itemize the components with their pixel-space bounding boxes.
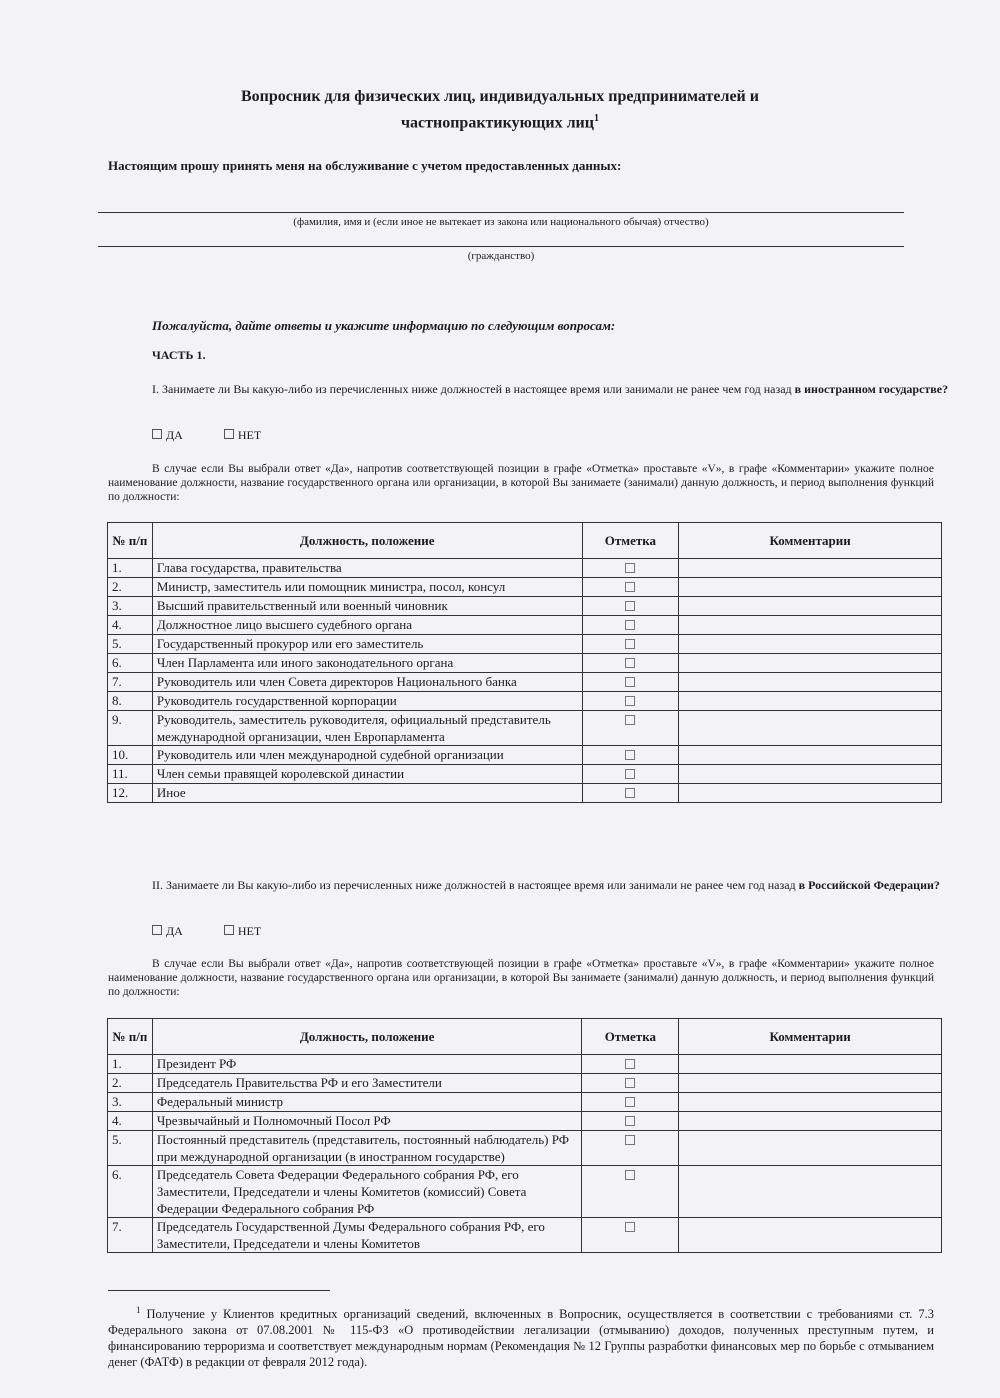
- mark-checkbox[interactable]: [625, 715, 635, 725]
- row-mark-cell[interactable]: [582, 616, 679, 635]
- col-header-position: Должность, положение: [152, 523, 582, 559]
- row-mark-cell[interactable]: [582, 559, 679, 578]
- row-comment-field[interactable]: [679, 1074, 942, 1093]
- table-row: [108, 692, 942, 711]
- row-position: Глава государства, правительства: [152, 559, 582, 578]
- row-mark-cell[interactable]: [582, 1166, 679, 1218]
- mark-checkbox[interactable]: [625, 1059, 635, 1069]
- row-position: Высший правительственный или военный чиновник: [152, 597, 582, 616]
- q2-yes-checkbox[interactable]: [152, 925, 162, 935]
- row-comment-field[interactable]: [679, 635, 942, 654]
- question-1-instruction: [108, 462, 934, 504]
- row-position: Федеральный министр: [152, 1093, 582, 1112]
- mark-checkbox[interactable]: [625, 1222, 635, 1232]
- row-number: 1.: [108, 559, 153, 578]
- row-number: 3.: [108, 597, 153, 616]
- row-position: Чрезвычайный и Полномочный Посол РФ: [152, 1112, 582, 1131]
- table-row: [108, 784, 942, 803]
- row-position: Председатель Государственной Думы Федерального собрания РФ, его Заместители, Председатели и члены Комитетов: [152, 1218, 582, 1253]
- name-field-caption: (фамилия, имя и (если иное не вытекает из закона или национального обычая) отчество): [293, 216, 709, 228]
- q1-no-option[interactable]: [224, 428, 261, 442]
- row-number: 9.: [108, 711, 153, 746]
- table-header-row: [108, 523, 942, 559]
- row-comment-field[interactable]: [679, 616, 942, 635]
- row-comment-field[interactable]: [679, 1131, 942, 1166]
- footnote: [108, 1302, 934, 1370]
- name-field-line[interactable]: [98, 212, 904, 213]
- row-comment-field[interactable]: [679, 1093, 942, 1112]
- citizenship-field-line[interactable]: [98, 246, 904, 247]
- row-comment-field[interactable]: [679, 711, 942, 746]
- table-row: [108, 578, 942, 597]
- col-header-mark: Отметка: [582, 523, 679, 559]
- col-header-number: № п/п: [108, 1019, 153, 1055]
- row-number: 6.: [108, 1166, 153, 1218]
- row-position: Член Парламента или иного законодательного органа: [152, 654, 582, 673]
- col-header-mark: Отметка: [582, 1019, 679, 1055]
- table-row: [108, 1112, 942, 1131]
- row-comment-field[interactable]: [679, 692, 942, 711]
- row-mark-cell[interactable]: [582, 597, 679, 616]
- russian-positions-table: [107, 1018, 942, 1253]
- q2-no-option[interactable]: [224, 924, 261, 938]
- question-1-answers: [152, 428, 299, 443]
- row-number: 2.: [108, 578, 153, 597]
- row-position: Министр, заместитель или помощник министра, посол, консул: [152, 578, 582, 597]
- row-position: Член семьи правящей королевской династии: [152, 765, 582, 784]
- row-comment-field[interactable]: [679, 559, 942, 578]
- q2-no-label: НЕТ: [237, 924, 262, 938]
- citizenship-field-caption: (гражданство): [467, 250, 535, 262]
- row-mark-cell[interactable]: [582, 654, 679, 673]
- mark-checkbox[interactable]: [625, 639, 635, 649]
- mark-checkbox[interactable]: [625, 1170, 635, 1180]
- row-mark-cell[interactable]: [582, 1093, 679, 1112]
- mark-checkbox[interactable]: [625, 677, 635, 687]
- question-2-answers: [152, 924, 299, 939]
- row-number: 8.: [108, 692, 153, 711]
- q1-yes-label: ДА: [166, 428, 183, 442]
- row-number: 4.: [108, 1112, 153, 1131]
- table-row: [108, 1093, 942, 1112]
- row-comment-field[interactable]: [679, 784, 942, 803]
- table-row: [108, 654, 942, 673]
- row-comment-field[interactable]: [679, 765, 942, 784]
- q1-no-label: НЕТ: [237, 428, 262, 442]
- row-comment-field[interactable]: [679, 1112, 942, 1131]
- row-mark-cell[interactable]: [582, 711, 679, 746]
- row-number: 7.: [108, 673, 153, 692]
- part-heading: ЧАСТЬ 1.: [152, 348, 206, 362]
- row-comment-field[interactable]: [679, 654, 942, 673]
- mark-checkbox[interactable]: [625, 582, 635, 592]
- mark-checkbox[interactable]: [625, 769, 635, 779]
- row-mark-cell[interactable]: [582, 765, 679, 784]
- row-mark-cell[interactable]: [582, 1112, 679, 1131]
- row-number: 11.: [108, 765, 153, 784]
- row-mark-cell[interactable]: [582, 1218, 679, 1253]
- row-number: 3.: [108, 1093, 153, 1112]
- col-header-number: № п/п: [108, 523, 153, 559]
- col-header-comments: Комментарии: [679, 523, 942, 559]
- row-comment-field[interactable]: [679, 597, 942, 616]
- row-position: Постоянный представитель (представитель, постоянный наблюдатель) РФ при международной организации (в иностранном государстве): [152, 1131, 582, 1166]
- row-position: Руководитель или член международной судебной организации: [152, 746, 582, 765]
- row-comment-field[interactable]: [679, 1166, 942, 1218]
- row-comment-field[interactable]: [679, 1055, 942, 1074]
- row-number: 4.: [108, 616, 153, 635]
- row-comment-field[interactable]: [679, 1218, 942, 1253]
- col-header-position: Должность, положение: [152, 1019, 582, 1055]
- mark-checkbox[interactable]: [625, 658, 635, 668]
- question-2-instruction: [108, 957, 934, 999]
- mark-checkbox[interactable]: [625, 1097, 635, 1107]
- row-number: 12.: [108, 784, 153, 803]
- row-mark-cell[interactable]: [582, 578, 679, 597]
- row-comment-field[interactable]: [679, 578, 942, 597]
- table-row: [108, 616, 942, 635]
- page-title: [140, 86, 860, 134]
- mark-checkbox[interactable]: [625, 1116, 635, 1126]
- foreign-positions-table: [107, 522, 942, 803]
- q2-no-checkbox[interactable]: [224, 925, 234, 935]
- mark-checkbox[interactable]: [625, 1078, 635, 1088]
- question-2: [108, 878, 978, 893]
- footnote-divider: [108, 1290, 330, 1291]
- table-header-row: [108, 1019, 942, 1055]
- question-1-bold: в иностранном государстве?: [794, 382, 949, 396]
- row-position: Руководитель, заместитель руководителя, официальный представитель международной организации, член Европарламента: [152, 711, 582, 746]
- mark-checkbox[interactable]: [625, 563, 635, 573]
- title-line-2: [140, 108, 860, 134]
- question-1: [108, 382, 978, 397]
- row-mark-cell[interactable]: [582, 635, 679, 654]
- q1-yes-checkbox[interactable]: [152, 429, 162, 439]
- row-position: Государственный прокурор или его заместитель: [152, 635, 582, 654]
- title-line-1: Вопросник для физических лиц, индивидуальных предпринимателей и: [241, 88, 759, 105]
- question-2-text: II. Занимаете ли Вы какую-либо из перечисленных ниже должностей в настоящее время или занимали не ранее чем год назад: [152, 878, 796, 892]
- row-mark-cell[interactable]: [582, 1074, 679, 1093]
- q1-instruction-text: В случае если Вы выбрали ответ «Да», напротив соответствующей позиции в графе «Отметка» проставьте «V», в графе «Комментарии» укажите полное наименование должности, название государственного органа или организации, в которой Вы занимаете (занимали) данную должность, и период выполнения функций по должности:: [108, 463, 934, 503]
- table-row: [108, 1218, 942, 1253]
- mark-checkbox[interactable]: [625, 788, 635, 798]
- instructions-heading: Пожалуйста, дайте ответы и укажите информацию по следующим вопросам:: [152, 318, 616, 333]
- intro-text: Настоящим прошу принять меня на обслуживание с учетом предоставленных данных:: [108, 158, 622, 173]
- table-row: [108, 1131, 942, 1166]
- mark-checkbox[interactable]: [625, 696, 635, 706]
- q2-instruction-text: В случае если Вы выбрали ответ «Да», напротив соответствующей позиции в графе «Отметка» проставьте «V», в графе «Комментарии» укажите полное наименование должности, название государственного органа или организации, в которой Вы занимаете (занимали) данную должность, и период выполнения функций по должности:: [108, 958, 934, 998]
- title-footnote-mark: 1: [593, 113, 599, 124]
- row-number: 7.: [108, 1218, 153, 1253]
- q1-yes-option[interactable]: [152, 428, 183, 442]
- title-line-2-text: частнопрактикующих лиц: [401, 114, 594, 132]
- row-number: 1.: [108, 1055, 153, 1074]
- q2-yes-option[interactable]: [152, 924, 183, 938]
- row-position: Руководитель государственной корпорации: [152, 692, 582, 711]
- q1-no-checkbox[interactable]: [224, 429, 234, 439]
- footnote-text: Получение у Клиентов кредитных организаций сведений, включенных в Вопросник, осуществляется в соответствии с требованиями ст. 7.3 Федерального закона от 07.08.2001 № 115-ФЗ «О противодействии легализации (отмыванию) доходов, полученных преступным путем, и финансированию терроризма и соответствует международным нормам (Рекомендация № 12 Группы разработки финансовых мер по борьбе с отмыванием денег (ФАТФ) в редакции от февраля 2012 года).: [108, 1307, 935, 1370]
- mark-checkbox[interactable]: [625, 750, 635, 760]
- row-number: 6.: [108, 654, 153, 673]
- mark-checkbox[interactable]: [625, 1135, 635, 1145]
- table-row: [108, 597, 942, 616]
- row-position: Председатель Совета Федерации Федерального собрания РФ, его Заместители, Председатели и члены Комитетов (комиссий) Совета Федерации Федерального собрания РФ: [152, 1166, 582, 1218]
- row-position: Руководитель или член Совета директоров Национального банка: [152, 673, 582, 692]
- table-row: [108, 1055, 942, 1074]
- table-row: [108, 765, 942, 784]
- table-row: [108, 1074, 942, 1093]
- row-number: 5.: [108, 1131, 153, 1166]
- row-number: 10.: [108, 746, 153, 765]
- row-number: 5.: [108, 635, 153, 654]
- question-1-text: I. Занимаете ли Вы какую-либо из перечисленных ниже должностей в настоящее время или занимали не ранее чем год назад: [152, 382, 792, 396]
- row-comment-field[interactable]: [679, 746, 942, 765]
- footnote-mark: 1: [136, 1305, 141, 1315]
- question-2-bold: в Российской Федерации?: [798, 878, 940, 892]
- row-mark-cell[interactable]: [582, 692, 679, 711]
- row-position: Иное: [152, 784, 582, 803]
- row-mark-cell[interactable]: [582, 746, 679, 765]
- row-mark-cell[interactable]: [582, 1055, 679, 1074]
- row-number: 2.: [108, 1074, 153, 1093]
- row-comment-field[interactable]: [679, 673, 942, 692]
- q2-yes-label: ДА: [166, 924, 183, 938]
- row-position: Должностное лицо высшего судебного органа: [152, 616, 582, 635]
- row-position: Президент РФ: [152, 1055, 582, 1074]
- table-row: [108, 673, 942, 692]
- row-mark-cell[interactable]: [582, 1131, 679, 1166]
- table-row: [108, 711, 942, 746]
- mark-checkbox[interactable]: [625, 620, 635, 630]
- row-mark-cell[interactable]: [582, 673, 679, 692]
- table-row: [108, 1166, 942, 1218]
- table-row: [108, 635, 942, 654]
- table-row: [108, 559, 942, 578]
- table-row: [108, 746, 942, 765]
- row-position: Председатель Правительства РФ и его Заместители: [152, 1074, 582, 1093]
- mark-checkbox[interactable]: [625, 601, 635, 611]
- col-header-comments: Комментарии: [679, 1019, 942, 1055]
- row-mark-cell[interactable]: [582, 784, 679, 803]
